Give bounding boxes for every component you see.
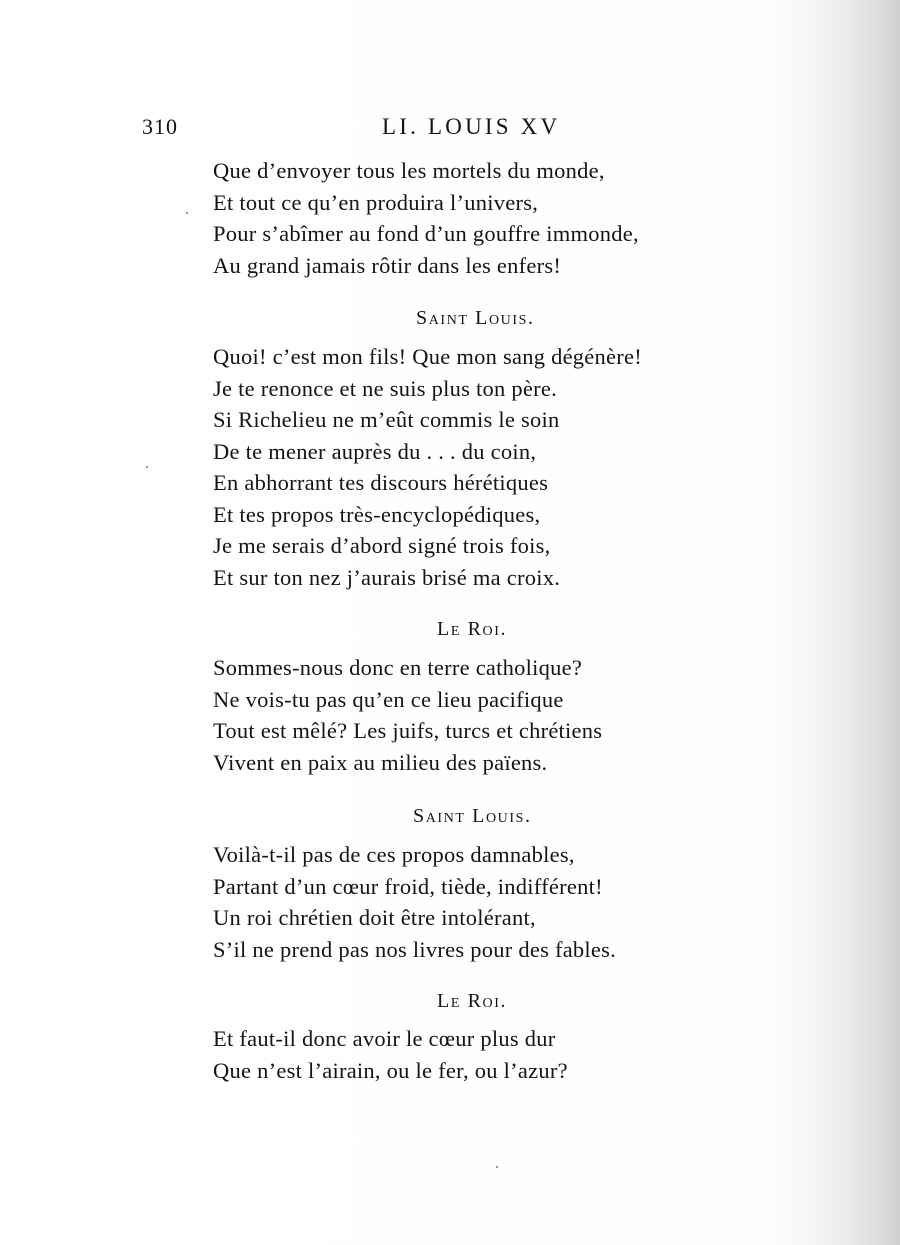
verse-line: Et faut-il donc avoir le cœur plus dur — [213, 1026, 556, 1051]
speaker-name: Saint Louis. — [413, 805, 532, 827]
verse-line: Et tes propos très-encyclopédiques, — [213, 501, 541, 527]
verse-line: Un roi chrétien doit être intolérant, — [213, 905, 536, 930]
stanza-3 — [213, 652, 773, 778]
verse-line: Que n’est l’airain, ou le fer, ou l’azur? — [213, 1057, 568, 1083]
verse-line: Vivent en paix au milieu des païens. — [213, 749, 548, 775]
verse-line: De te mener auprès du . . . du coin, — [213, 438, 537, 464]
verse-line: Voilà-t-il pas de ces propos damnables, — [213, 842, 575, 867]
page-number: 310 — [142, 114, 178, 139]
verse-line: Je me serais d’abord signé trois fois, — [213, 533, 551, 558]
verse-line: En abhorrant tes discours hérétiques — [213, 470, 549, 495]
verse-line: Ne vois-tu pas qu’en ce lieu pacifique — [213, 686, 564, 712]
stanza-2 — [213, 341, 773, 593]
verse-line: Et sur ton nez j’aurais brisé ma croix. — [213, 564, 561, 590]
paper-speck — [186, 212, 188, 214]
speaker-name: Le Roi. — [437, 990, 508, 1012]
verse-line: Si Richelieu ne m’eût commis le soin — [213, 407, 560, 432]
verse-line: Pour s’abîmer au fond d’un gouffre immonde, — [213, 221, 639, 246]
paper-speck — [496, 1166, 498, 1168]
stanza-5 — [213, 1023, 773, 1086]
stanza-1 — [213, 155, 773, 281]
speaker-name: Le Roi. — [437, 618, 508, 640]
verse-line: Sommes-nous donc en terre catholique? — [213, 655, 583, 680]
verse-line: Au grand jamais rôtir dans les enfers! — [213, 252, 562, 278]
paper-speck — [146, 466, 148, 468]
verse-line: Je te renonce et ne suis plus ton père. — [213, 375, 558, 401]
verse-line: Et tout ce qu’en produira l’univers, — [213, 189, 539, 215]
running-title: LI. LOUIS XV — [382, 114, 561, 139]
verse-line: Que d’envoyer tous les mortels du monde, — [213, 158, 605, 183]
running-head — [0, 114, 900, 144]
verse-line: Tout est mêlé? Les juifs, turcs et chrétiens — [213, 718, 603, 743]
verse-line: S’il ne prend pas nos livres pour des fables. — [213, 936, 617, 962]
speaker-name: Saint Louis. — [416, 307, 535, 329]
verse-line: Quoi! c’est mon fils! Que mon sang dégénère! — [213, 344, 642, 369]
verse-line: Partant d’un cœur froid, tiède, indifférent! — [213, 873, 603, 899]
stanza-4 — [213, 839, 773, 965]
